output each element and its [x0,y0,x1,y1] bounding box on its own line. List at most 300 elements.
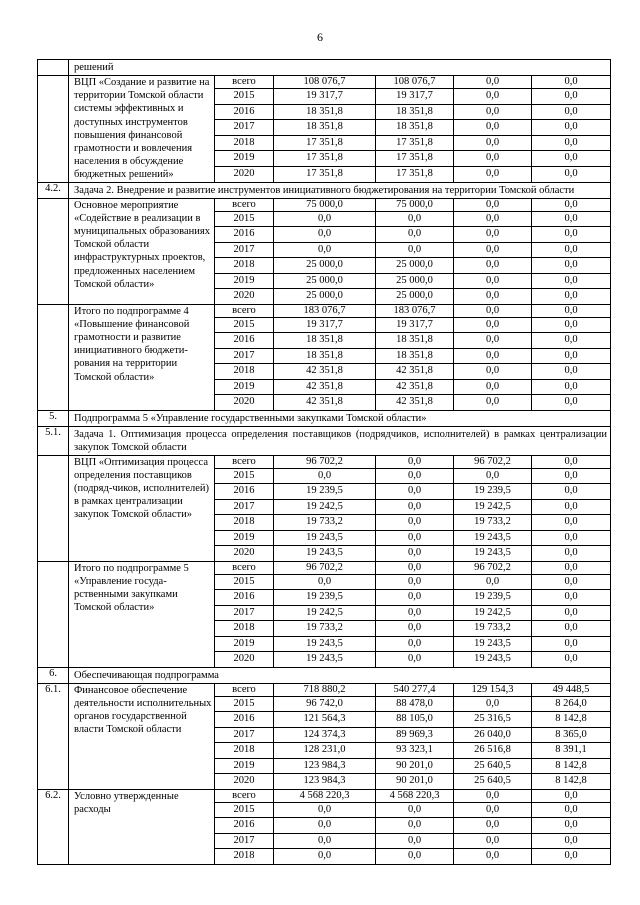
year-cell: 2019 [215,530,273,546]
amount-column [532,198,611,304]
year-cell: всего [232,76,256,87]
amount-cell: 19 243,5 [274,651,375,667]
amount-cell: 25 000,0 [274,273,375,289]
amount-cell: 0,0 [274,226,375,242]
amount-cell: 0,0 [376,545,453,561]
amount-cell: 42 351,8 [274,394,375,410]
row-number [38,455,69,561]
amount-cell: 0,0 [376,605,453,621]
amount-cell: 49 448,5 [552,683,590,695]
amount-cell: 0,0 [454,696,531,712]
year-cell: 2017 [215,348,273,364]
amount-cell: 0,0 [376,514,453,530]
amount-cell: 96 702,2 [474,455,511,467]
amount-cell: 0,0 [376,499,453,515]
amount-cell: 0,0 [376,848,453,864]
amount-cell: 0,0 [454,104,531,120]
amount-column [532,455,611,561]
amount-cell: 108 076,7 [303,76,346,87]
amount-cell: 128 231,0 [274,742,375,758]
amount-cell: 0,0 [454,348,531,364]
year-cell: 2015 [215,802,273,818]
year-cell: всего [232,304,256,316]
section-row [38,60,611,76]
amount-cell: 19 243,5 [274,545,375,561]
amount-cell: 17 351,8 [274,135,375,151]
item-name: Условно утвержденные расходы [69,789,215,864]
amount-cell: 0,0 [532,288,610,304]
amount-cell: 19 242,5 [274,605,375,621]
year-cell: 2018 [215,135,273,151]
amount-column [454,455,532,561]
amount-cell: 0,0 [532,514,610,530]
amount-column [454,683,532,789]
amount-cell: 0,0 [532,848,610,864]
amount-cell: 0,0 [485,198,500,210]
amount-cell: 0,0 [532,242,610,258]
amount-cell: 25 000,0 [376,273,453,289]
amount-column [376,789,454,864]
row-number [38,60,69,76]
amount-cell: 19 317,7 [274,88,375,104]
year-cell: 2020 [215,651,273,667]
amount-cell: 0,0 [564,789,578,801]
amount-cell: 18 351,8 [376,119,453,135]
amount-column [274,76,376,183]
budget-table [37,59,611,865]
row-number [38,561,69,667]
amount-cell: 183 076,7 [393,304,436,316]
amount-column [274,455,376,561]
year-column [215,76,274,183]
amount-cell: 0,0 [454,802,531,818]
amount-cell: 0,0 [532,545,610,561]
year-cell: 2019 [215,758,273,774]
table-row [38,198,611,304]
year-cell: 2015 [215,468,273,484]
amount-cell: 0,0 [485,789,500,801]
amount-column [376,561,454,667]
amount-cell: 0,0 [485,76,500,87]
amount-cell: 19 733,2 [454,620,531,636]
amount-cell: 17 351,8 [376,135,453,151]
amount-cell: 0,0 [564,561,578,573]
amount-cell: 0,0 [376,530,453,546]
year-cell: всего [232,198,256,210]
amount-cell: 88 478,0 [376,696,453,712]
item-name: Основное мероприятие «Содействие в реализации в муниципальных образованиях Томской области инфраструктурных проектов, предложенных населением Томской области» [69,198,215,304]
amount-cell: 0,0 [532,363,610,379]
amount-cell: 0,0 [454,288,531,304]
amount-cell: 25 640,5 [454,758,531,774]
amount-cell: 0,0 [564,198,578,210]
section-row [38,182,611,198]
amount-cell: 0,0 [454,211,531,227]
amount-cell: 0,0 [532,605,610,621]
amount-cell: 19 733,2 [274,620,375,636]
amount-cell: 0,0 [454,226,531,242]
amount-cell: 0,0 [532,379,610,395]
year-cell: 2016 [215,226,273,242]
amount-cell: 42 351,8 [274,379,375,395]
amount-cell: 0,0 [376,651,453,667]
amount-cell: 0,0 [454,150,531,166]
amount-cell: 0,0 [454,833,531,849]
amount-cell: 0,0 [376,574,453,590]
year-cell: 2020 [215,166,273,182]
item-name: Итого по подпрограмме 4 «Повышение финансовой грамотности и развитие инициативного бюджети-рования на территории Томской области» [69,304,215,410]
row-number: 6.1. [38,683,69,789]
row-number: 4.2. [38,182,69,198]
item-name: ВЦП «Оптимизация процесса определения поставщиков (подряд-чиков, исполнителей) в рамках централизации закупок Томской области» [69,455,215,561]
section-row [38,410,611,426]
amount-column [532,561,611,667]
amount-cell: 26 040,0 [454,727,531,743]
amount-cell: 18 351,8 [274,348,375,364]
amount-cell: 0,0 [376,817,453,833]
amount-cell: 0,0 [532,468,610,484]
amount-cell: 0,0 [532,833,610,849]
amount-cell: 90 201,0 [376,773,453,789]
amount-cell: 19 239,5 [454,483,531,499]
amount-column [454,198,532,304]
year-cell: 2019 [215,636,273,652]
row-number: 6.2. [38,789,69,864]
year-column [215,198,274,304]
amount-cell: 19 317,7 [376,317,453,333]
amount-column [376,455,454,561]
year-column [215,455,274,561]
year-cell: 2016 [215,817,273,833]
amount-cell: 0,0 [532,499,610,515]
table-row [38,455,611,561]
amount-cell: 18 351,8 [274,332,375,348]
amount-cell: 0,0 [376,636,453,652]
amount-cell: 19 242,5 [274,499,375,515]
amount-cell: 0,0 [274,211,375,227]
amount-cell: 0,0 [532,166,610,182]
amount-cell: 0,0 [454,394,531,410]
amount-cell: 19 317,7 [274,317,375,333]
amount-cell: 123 984,3 [274,773,375,789]
year-cell: всего [232,789,256,801]
amount-cell: 0,0 [274,817,375,833]
amount-cell: 25 000,0 [274,288,375,304]
year-cell: 2018 [215,514,273,530]
year-cell: 2016 [215,332,273,348]
amount-cell: 19 242,5 [454,605,531,621]
amount-cell: 0,0 [454,88,531,104]
year-cell: 2018 [215,848,273,864]
amount-cell: 17 351,8 [274,150,375,166]
amount-column [376,683,454,789]
amount-cell: 0,0 [532,802,610,818]
amount-cell: 0,0 [532,317,610,333]
amount-cell: 183 076,7 [303,304,346,316]
section-row [38,667,611,683]
amount-cell: 0,0 [532,273,610,289]
amount-cell: 19 239,5 [454,589,531,605]
amount-cell: 8 142,8 [532,773,610,789]
row-number [38,76,69,183]
table-row [38,304,611,410]
year-cell: 2019 [215,273,273,289]
year-cell: 2018 [215,363,273,379]
amount-column [454,76,532,183]
amount-cell: 19 243,5 [454,651,531,667]
section-title: Задача 2. Внедрение и развитие инструментов инициативного бюджетирования на территории Томской области [69,182,611,198]
amount-cell: 19 317,7 [376,88,453,104]
item-name: Итого по подпрограмме 5 «Управление госуда-рственными закупками Томской области» [69,561,215,667]
table-row [38,561,611,667]
amount-cell: 0,0 [274,574,375,590]
amount-cell: 0,0 [407,561,422,573]
year-cell: всего [232,455,256,467]
amount-cell: 0,0 [454,257,531,273]
year-cell: 2015 [215,696,273,712]
amount-cell: 123 984,3 [274,758,375,774]
amount-cell: 96 702,2 [306,561,343,573]
amount-cell: 17 351,8 [376,166,453,182]
amount-cell: 25 000,0 [376,288,453,304]
amount-cell: 17 351,8 [376,150,453,166]
row-number: 5. [38,410,69,426]
amount-cell: 0,0 [532,104,610,120]
year-cell: 2019 [215,150,273,166]
amount-cell: 540 277,4 [393,683,436,695]
year-cell: 2018 [215,742,273,758]
amount-cell: 0,0 [485,304,500,316]
amount-column [376,304,454,410]
amount-cell: 0,0 [532,348,610,364]
row-number [38,198,69,304]
amount-cell: 17 351,8 [274,166,375,182]
amount-cell: 19 243,5 [274,530,375,546]
amount-cell: 0,0 [274,848,375,864]
amount-cell: 108 076,7 [393,76,436,87]
item-name: Финансовое обеспечение деятельности исполнительных органов государственной власти Томской области [69,683,215,789]
amount-cell: 0,0 [376,833,453,849]
amount-cell: 19 733,2 [454,514,531,530]
year-cell: 2018 [215,620,273,636]
amount-cell: 19 239,5 [274,483,375,499]
amount-cell: 8 391,1 [532,742,610,758]
amount-cell: 0,0 [376,802,453,818]
amount-cell: 0,0 [564,455,578,467]
row-number [38,304,69,410]
amount-cell: 96 702,2 [306,455,343,467]
amount-cell: 0,0 [532,88,610,104]
amount-column [274,304,376,410]
amount-column [454,304,532,410]
amount-cell: 0,0 [532,332,610,348]
amount-cell: 18 351,8 [274,119,375,135]
amount-cell: 129 154,3 [471,683,514,695]
row-number: 6. [38,667,69,683]
section-title: Подпрограмма 5 «Управление государственными закупками Томской области» [69,410,611,426]
row-number: 5.1. [38,426,69,455]
amount-cell: 42 351,8 [376,363,453,379]
amount-cell: 19 243,5 [454,636,531,652]
amount-cell: 18 351,8 [376,332,453,348]
amount-cell: 42 351,8 [376,379,453,395]
amount-cell: 0,0 [274,242,375,258]
year-cell: 2017 [215,499,273,515]
section-title: Задача 1. Оптимизация процесса определения поставщиков (подрядчиков, исполнителей) в рамках централизации закупок Томской области [69,426,611,455]
amount-cell: 96 742,0 [274,696,375,712]
amount-cell: 8 264,0 [532,696,610,712]
amount-cell: 0,0 [532,636,610,652]
year-cell: 2016 [215,589,273,605]
amount-cell: 0,0 [532,226,610,242]
year-column [215,683,274,789]
year-cell: 2016 [215,483,273,499]
table-row [38,789,611,864]
amount-cell: 0,0 [532,483,610,499]
year-column [215,304,274,410]
amount-column [454,789,532,864]
amount-cell: 42 351,8 [376,394,453,410]
table-row [38,76,611,183]
amount-cell: 96 702,2 [474,561,511,573]
amount-column [532,76,611,183]
amount-cell: 0,0 [454,317,531,333]
amount-cell: 19 243,5 [454,545,531,561]
amount-cell: 0,0 [532,119,610,135]
year-cell: 2016 [215,711,273,727]
amount-cell: 18 351,8 [274,104,375,120]
amount-column [532,304,611,410]
year-cell: 2020 [215,394,273,410]
year-cell: 2018 [215,257,273,273]
year-column [215,789,274,864]
amount-cell: 89 969,3 [376,727,453,743]
amount-cell: 8 142,8 [532,711,610,727]
amount-cell: 8 365,0 [532,727,610,743]
amount-cell: 0,0 [454,379,531,395]
amount-cell: 25 316,5 [454,711,531,727]
amount-cell: 0,0 [454,119,531,135]
amount-cell: 18 351,8 [376,348,453,364]
amount-cell: 75 000,0 [396,198,433,210]
amount-cell: 0,0 [532,394,610,410]
amount-cell: 0,0 [454,817,531,833]
amount-cell: 124 374,3 [274,727,375,743]
amount-cell: 0,0 [532,211,610,227]
amount-cell: 19 242,5 [454,499,531,515]
year-cell: 2017 [215,833,273,849]
year-cell: 2017 [215,727,273,743]
section-row [38,426,611,455]
amount-cell: 8 142,8 [532,758,610,774]
page-number: 6 [317,30,323,44]
amount-cell: 90 201,0 [376,758,453,774]
amount-cell: 0,0 [274,802,375,818]
amount-cell: 0,0 [376,211,453,227]
year-cell: 2015 [215,88,273,104]
year-cell: 2016 [215,104,273,120]
amount-cell: 0,0 [376,242,453,258]
year-cell: 2015 [215,211,273,227]
amount-cell: 0,0 [454,242,531,258]
amount-column [376,198,454,304]
section-title: решений [69,60,611,76]
amount-cell: 0,0 [532,620,610,636]
year-cell: 2015 [215,574,273,590]
amount-cell: 25 640,5 [454,773,531,789]
year-cell: всего [232,561,256,573]
amount-cell: 26 516,8 [454,742,531,758]
year-cell: 2017 [215,605,273,621]
amount-cell: 0,0 [454,332,531,348]
amount-cell: 0,0 [274,833,375,849]
amount-cell: 0,0 [274,468,375,484]
item-name: ВЦП «Создание и развитие на территории Томской области системы эффективных и доступных инструментов повышения финансовой грамотности и вовлечения населения в обсуждение бюджетных решений» [69,76,215,183]
amount-cell: 88 105,0 [376,711,453,727]
amount-column [274,198,376,304]
amount-cell: 19 243,5 [454,530,531,546]
amount-column [532,683,611,789]
amount-cell: 0,0 [454,468,531,484]
year-column [215,561,274,667]
amount-cell: 19 239,5 [274,589,375,605]
year-cell: всего [232,683,256,695]
year-cell: 2015 [215,317,273,333]
amount-cell: 0,0 [454,848,531,864]
amount-cell: 19 243,5 [274,636,375,652]
amount-cell: 0,0 [564,76,578,87]
amount-cell: 0,0 [376,589,453,605]
year-cell: 2017 [215,119,273,135]
amount-cell: 0,0 [532,651,610,667]
amount-cell: 0,0 [454,273,531,289]
amount-cell: 0,0 [532,817,610,833]
year-cell: 2020 [215,545,273,561]
amount-cell: 0,0 [454,363,531,379]
amount-cell: 4 568 220,3 [299,789,350,801]
amount-cell: 75 000,0 [306,198,343,210]
amount-column [274,683,376,789]
section-title: Обеспечивающая подпрограмма [69,667,611,683]
amount-column [454,561,532,667]
year-cell: 2020 [215,288,273,304]
amount-cell: 0,0 [532,589,610,605]
amount-cell: 718 880,2 [303,683,346,695]
amount-cell: 0,0 [454,135,531,151]
year-cell: 2017 [215,242,273,258]
amount-cell: 93 323,1 [376,742,453,758]
amount-cell: 0,0 [532,574,610,590]
amount-cell: 0,0 [454,574,531,590]
amount-cell: 18 351,8 [376,104,453,120]
amount-cell: 0,0 [376,483,453,499]
amount-cell: 0,0 [376,620,453,636]
amount-cell: 42 351,8 [274,363,375,379]
amount-cell: 0,0 [564,304,578,316]
amount-cell: 0,0 [532,150,610,166]
amount-cell: 4 568 220,3 [389,789,440,801]
amount-cell: 25 000,0 [274,257,375,273]
amount-column [376,76,454,183]
amount-cell: 0,0 [532,530,610,546]
year-cell: 2020 [215,773,273,789]
amount-cell: 0,0 [532,135,610,151]
table-row [38,683,611,789]
amount-cell: 121 564,3 [274,711,375,727]
year-cell: 2019 [215,379,273,395]
amount-cell: 0,0 [376,226,453,242]
amount-cell: 25 000,0 [376,257,453,273]
